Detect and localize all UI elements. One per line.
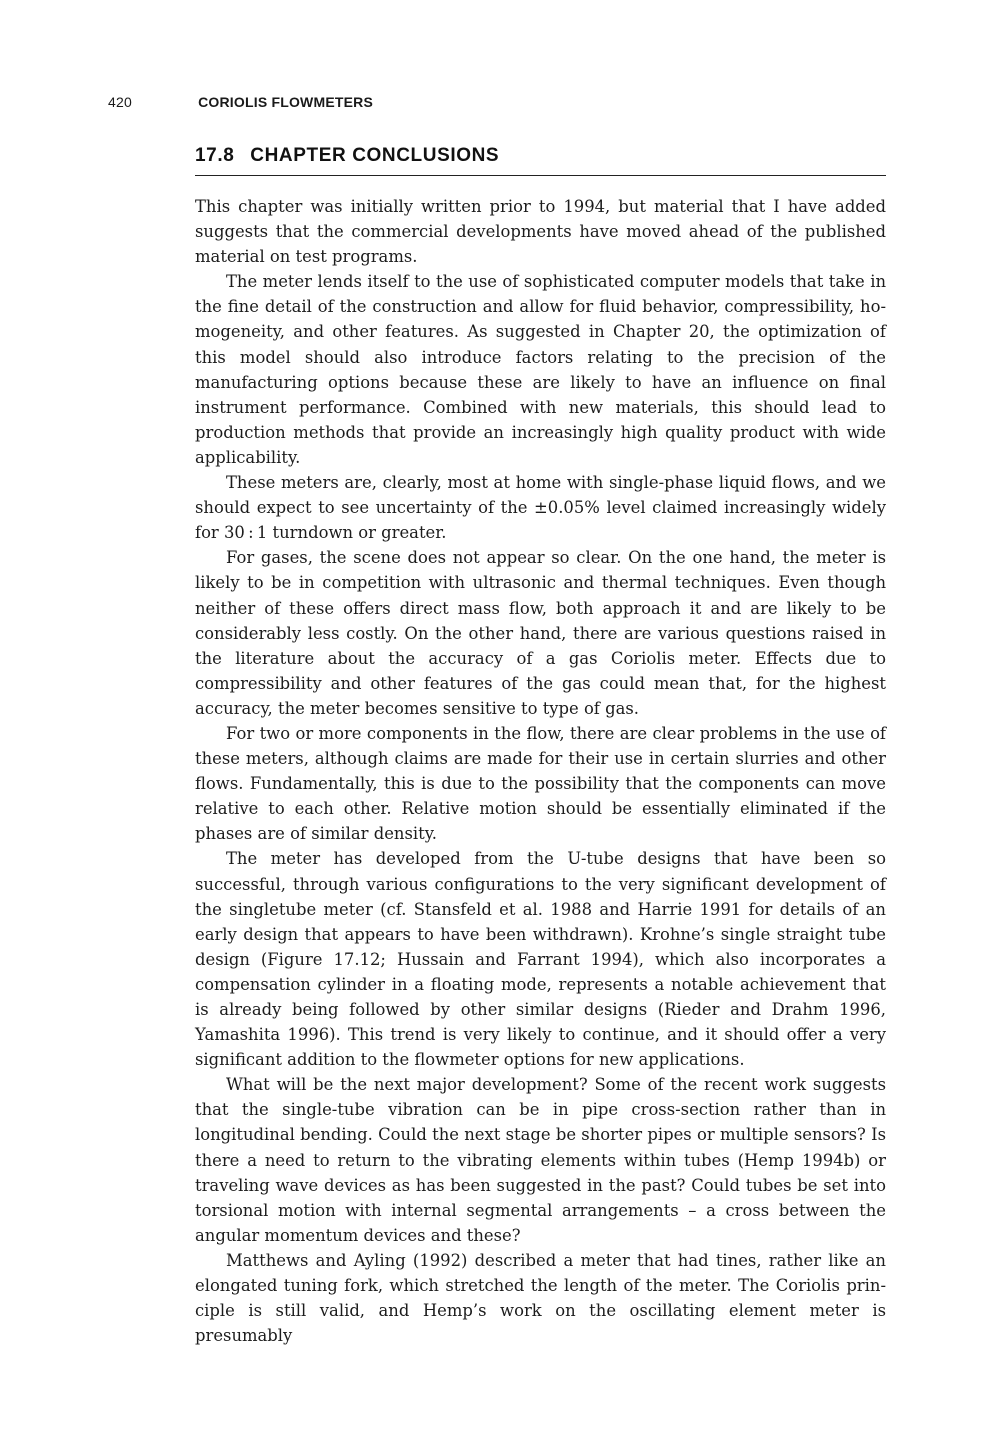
paragraph: This chapter was initially written prior to 1994, but material that I have added suggests that the commercial developments have moved ahead of the published material on test programs. (195, 197, 886, 267)
body-text (195, 194, 886, 1348)
paragraph: The meter has developed from the U-tube designs that have been so successful, through various configurations to the very significant development of the singletube meter (cf. Stansfeld et al. 1988 and Harrie 1991 for details of an early design that appears to have been withdrawn). Krohne’s single straight tube design (Figure 17.12; Hussain and Farrant 1994), which also incorporates a compensation cylinder in a floating mode, represents a notable achievement that is already being followed by other similar designs (Rieder and Drahm 1996, Yamashita 1996). This trend is very likely to continue, and it should offer a very significant addition to the flowmeter options for new applications. (195, 849, 886, 1070)
paragraph: For two or more components in the flow, there are clear problems in the use of these meters, although claims are made for their use in certain slurries and other flows. Fundamentally, this is due to the possibility that the components can move relative to each other. Relative motion should be essentially eliminated if the phases are of similar density. (195, 723, 886, 844)
section-title: CHAPTER CONCLUSIONS (250, 145, 500, 166)
paragraph: Matthews and Ayling (1992) described a meter that had tines, rather like an elongated tuning fork, which stretched the length of the meter. The Coriolis principle is still valid, and Hemp’s work on the oscillating element meter is presumably (195, 1250, 886, 1346)
section-number: 17.8 (195, 145, 235, 166)
running-head (108, 94, 373, 110)
paragraph: For gases, the scene does not appear so clear. On the one hand, the meter is likely to be in competition with ultrasonic and thermal techniques. Even though neither of these offers direct mass flow, both approach it and are likely to be considerably less costly. On the other hand, there are various questions raised in the literature about the accuracy of a gas Coriolis meter. Effects due to compressibility and other features of the gas could mean that, for the highest accuracy, the meter becomes sensitive to type of gas. (195, 548, 886, 718)
running-title: CORIOLIS FLOWMETERS (198, 94, 373, 110)
paragraph: The meter lends itself to the use of sophisticated computer models that take in the fine detail of the construction and allow for fluid behavior, compressibility, homogeneity, and other features. As suggested in Chapter 20, the optimization of this model should also introduce factors relating to the precision of the manufacturing options because these are likely to have an influence on final instrument performance. Combined with new materials, this should lead to production methods that provide an increasingly high quality product with wide applicability. (195, 272, 886, 467)
page-number: 420 (108, 94, 132, 110)
section-heading (195, 145, 886, 176)
paragraph: What will be the next major development? Some of the recent work suggests that the single-tube vibration can be in pipe cross-section rather than in longitudinal bending. Could the next stage be shorter pipes or multiple sensors? Is there a need to return to the vibrating elements within tubes (Hemp 1994b) or traveling wave devices as has been suggested in the past? Could tubes be set into torsional motion with internal segmental arrangements – a cross between the angular momentum devices and these? (195, 1075, 886, 1245)
paragraph: These meters are, clearly, most at home with single-phase liquid flows, and we should expect to see uncertainty of the ±0.05% level claimed increasingly widely for 30 : 1 turndown or greater. (195, 473, 886, 543)
